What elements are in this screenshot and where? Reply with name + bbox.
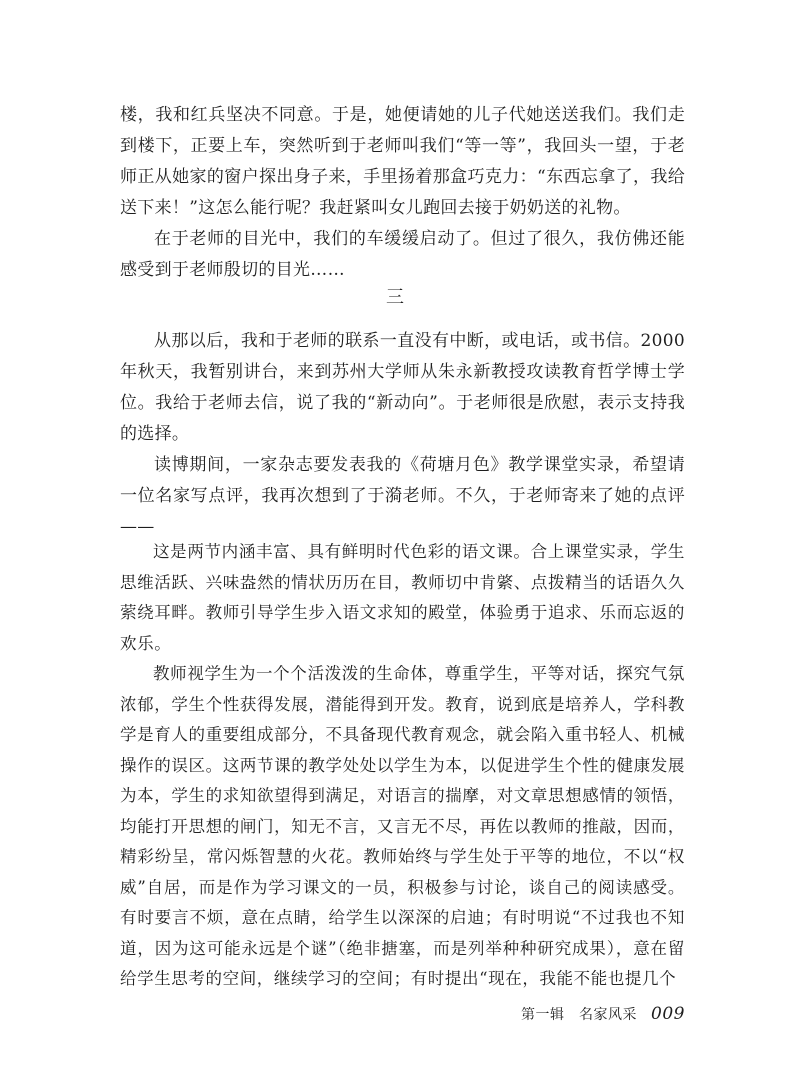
page-footer	[521, 1004, 685, 1024]
body-paragraph: 从那以后，我和于老师的联系一直没有中断，或电话，或书信。2000年秋天，我暂别讲台，来到苏州大学师从朱永新教授攻读教育哲学博士学位。我给于老师去信，说了我的“新动向”。于老师很是欣慰，表示支持我的选择。	[120, 331, 685, 444]
body-paragraph: 在于老师的目光中，我们的车缓缓启动了。但过了很久，我仿佛还能感受到于老师殷切的目光……	[120, 229, 685, 280]
section-heading: 三	[386, 287, 404, 308]
opening-text-block	[120, 100, 685, 286]
quote-paragraph: 这是两节内涵丰富、具有鲜明时代色彩的语文课。合上课堂实录，学生思维活跃、兴味盎然的情状历历在目，教师切中肯綮、点拨精当的话语久久萦绕耳畔。教师引导学生步入语文求知的殿堂，体验勇于追求、乐而忘返的欢乐。	[120, 542, 685, 653]
footer-section-title: 第一辑 名家风采	[521, 1007, 638, 1023]
body-paragraph: 读博期间，一家杂志要发表我的《荷塘月色》教学课堂实录，希望请一位名家写点评，我再次想到了于漪老师。不久，于老师寄来了她的点评——	[120, 455, 685, 537]
quote-paragraph: 教师视学生为一个个活泼泼的生命体，尊重学生，平等对话，探究气氛浓郁，学生个性获得发展，潜能得到开发。教育，说到底是培养人，学科教学是育人的重要组成部分，不具备现代教育观念，就会陷入重书轻人、机械操作的误区。这两节课的教学处处以学生为本，以促进学生个性的健康发展为本，学生的求知欲望得到满足，对语言的揣摩，对文章思想感情的领悟，均能打开思想的闸门，知无不言，又言无不尽，再佐以教师的推敲，因而，精彩纷呈，常闪烁智慧的火花。教师始终与学生处于平等的地位，不以“权威”自居，而是作为学习课文的一员，积极参与讨论，谈自己的阅读感受。有时要言不烦，意在点睛，给学生以深深的启迪；有时明说“不过我也不知道，因为这可能永远是个谜”（绝非搪塞，而是列举种种研究成果），意在留给学生思考的空间，继续学习的空间；有时提出“现在，我能不能也提几个	[120, 664, 685, 988]
body-paragraph-continued: 楼，我和红兵坚决不同意。于是，她便请她的儿子代她送送我们。我们走到楼下，正要上车，突然听到于老师叫我们“等一等”，我回头一望，于老师正从她家的窗户探出身子来，手里扬着那盒巧克力：“东西忘拿了，我给送下来！”这怎么能行呢？我赶紧叫女儿跑回去接于奶奶送的礼物。	[120, 105, 685, 218]
section-text-block	[120, 326, 685, 543]
page-number: 009	[651, 1004, 685, 1024]
quoted-review-block	[120, 537, 685, 995]
